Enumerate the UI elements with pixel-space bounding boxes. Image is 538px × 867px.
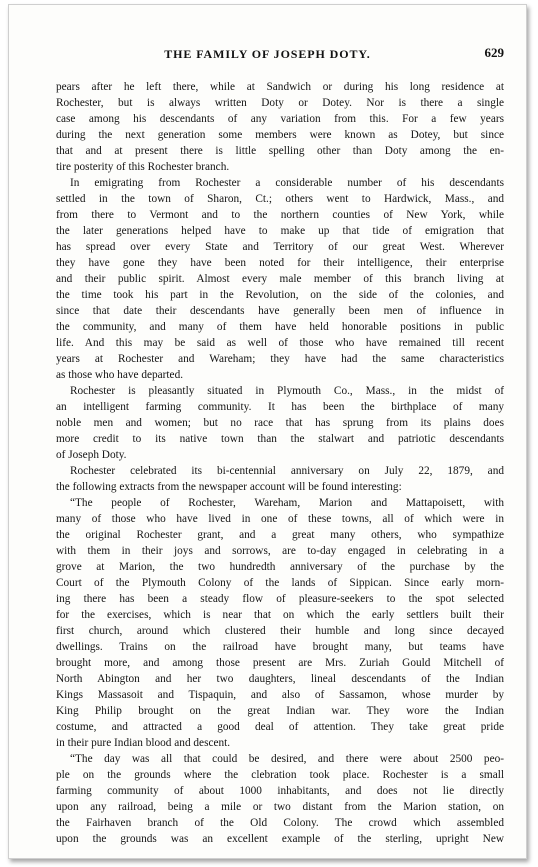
text-line: upon the grounds was an excellent example of the sterling, upright New	[56, 833, 504, 845]
text-line: the community, and many of them have held honorable positions in public	[56, 321, 504, 333]
text-line: years at Rochester and Wareham; they have had the same characteristics	[56, 353, 504, 365]
paragraph	[56, 175, 504, 383]
text-line: North Abington and her two daughters, lineal descendants of the Indian	[56, 673, 504, 685]
paragraph	[56, 495, 504, 751]
paragraph	[56, 463, 504, 495]
text-line: first church, around which clustered their humble and long since decayed	[56, 625, 504, 637]
text-line: King Philip brought on the great Indian war. They wore the Indian	[56, 705, 504, 717]
text-line: and their public spirit. Almost every male member of this branch living at	[56, 273, 504, 285]
text-line: more credit to its native town than the stalwart and patriotic descendants	[56, 433, 504, 445]
paragraph	[56, 383, 504, 463]
text-line: that and at present there is little spelling other than Doty among the en-	[56, 145, 504, 157]
text-line: upon any railroad, being a mile or two distant from the Marion station, on	[56, 801, 504, 813]
text-line: the Fairhaven branch of the Old Colony. The crowd which assembled	[56, 817, 504, 829]
text-line: in their pure Indian blood and descent.	[56, 737, 231, 749]
page-number: 629	[484, 45, 504, 60]
text-line: Rochester, but is always written Doty or Dotey. Nor is there a single	[56, 97, 504, 109]
text-line: many of those who have lived in one of these towns, all of which were in	[56, 513, 504, 525]
text-line: tire posterity of this Rochester branch.	[56, 161, 230, 173]
text-line: grove at Marion, the two hundredth anniversary of the purchase by the	[56, 561, 504, 573]
text-line: “The day was all that could be desired, and there were about 2500 peo-	[70, 753, 504, 765]
paragraph	[56, 751, 504, 847]
text-line: the original Rochester grant, and a great many others, who sympathize	[56, 529, 504, 541]
text-line: Rochester is pleasantly situated in Plymouth Co., Mass., in the midst of	[70, 385, 504, 397]
text-line: costume, and attracted a good deal of attention. They take great pride	[56, 721, 504, 733]
text-line: farming community of about 1000 inhabitants, and does not lie directly	[56, 785, 504, 797]
paragraph	[56, 79, 504, 175]
text-line: Rochester celebrated its bi-centennial anniversary on July 22, 1879, and	[70, 465, 504, 477]
text-line: dwellings. Trains on the railroad have brought many, but teams have	[56, 641, 504, 653]
text-line: noble men and women; but no race that has sprung from its plains does	[56, 417, 504, 429]
text-line: with them in their joys and sorrows, are to-day engaged in celebrating in a	[56, 545, 504, 557]
text-line: Kings Massasoit and Tispaquin, and also of Sassamon, whose murder by	[56, 689, 504, 701]
text-line: Court of the Plymouth Colony of the lands of Sippican. Since early morn-	[56, 577, 504, 589]
text-line: “The people of Rochester, Wareham, Marion and Mattapoisett, with	[70, 497, 504, 509]
text-line: for the exercises, which is near that on which the early settlers built their	[56, 609, 504, 621]
text-line: In emigrating from Rochester a considerable number of his descendants	[70, 177, 504, 189]
text-line: has spread over every State and Territory of our great West. Wherever	[56, 241, 504, 253]
text-line: life. And this may be said as well of those who have remained till recent	[56, 337, 504, 349]
text-line: brought more, and among those present are Mrs. Zuriah Gould Mitchell of	[56, 657, 504, 669]
text-line: during the next generation some members were known as Dotey, but since	[56, 129, 504, 141]
text-line: an intelligent farming community. It has been the birthplace of many	[56, 401, 504, 413]
body-text	[56, 79, 504, 847]
text-line: they have gone they have been noted for their intelligence, their enterprise	[56, 257, 504, 269]
text-line: as those who have departed.	[56, 369, 184, 381]
text-line: pears after he left there, while at Sandwich or during his long residence at	[56, 81, 504, 93]
text-line: of Joseph Doty.	[56, 449, 127, 461]
text-line: ing there has been a steady flow of pleasure-seekers to the spot selected	[56, 593, 504, 605]
document-page	[8, 4, 527, 859]
text-line: the time took his part in the Revolution, on the side of the colonies, and	[56, 289, 504, 301]
running-title: THE FAMILY OF JOSEPH DOTY.	[164, 47, 371, 61]
text-line: from there to Vermont and to the northern counties of New York, while	[56, 209, 504, 221]
text-line: settled in the town of Sharon, Ct.; others went to Hardwick, Mass., and	[56, 193, 504, 205]
text-line: since that date their descendants have generally been men of influence in	[56, 305, 504, 317]
text-line: the later generations helped have to make up that tide of emigration that	[56, 225, 504, 237]
text-line: ple on the grounds where the clebration took place. Rochester is a small	[56, 769, 504, 781]
text-line: the following extracts from the newspaper account will be found interesting:	[56, 481, 402, 493]
text-line: case among his descendants of any variation from this. For a few years	[56, 113, 504, 125]
